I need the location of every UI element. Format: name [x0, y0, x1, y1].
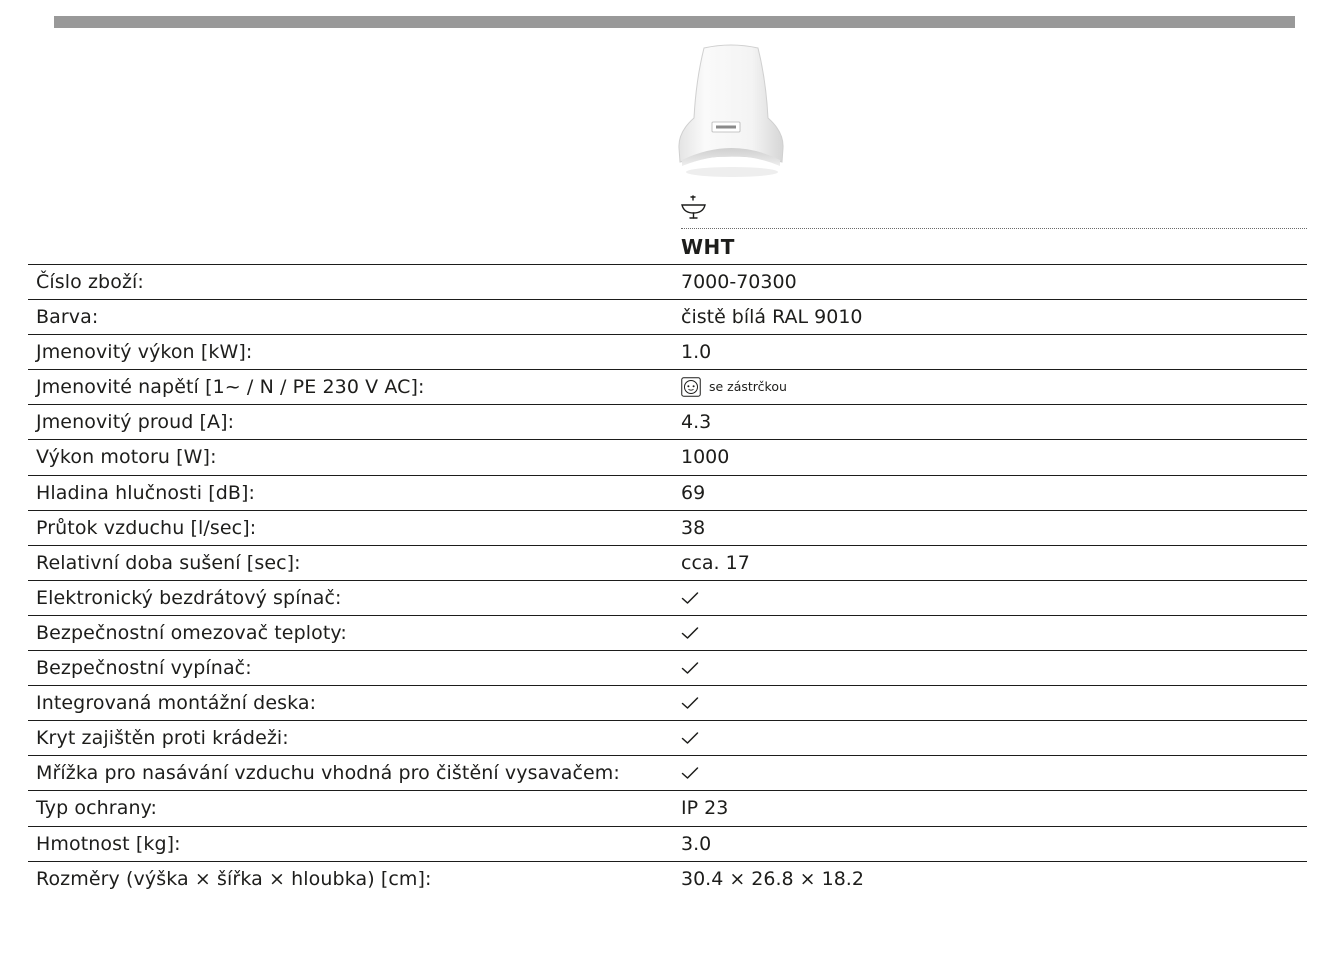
check-icon [681, 756, 699, 790]
spec-label: Hmotnost [kg]: [36, 832, 181, 855]
spec-value: cca. 17 [681, 551, 750, 574]
check-icon [681, 651, 699, 685]
spec-value: 30.4 × 26.8 × 18.2 [681, 867, 864, 890]
spec-row [28, 827, 1307, 862]
spec-label: Relativní doba sušení [sec]: [36, 551, 301, 574]
spec-table [28, 264, 1307, 896]
spec-row [28, 300, 1307, 335]
spec-value: 7000-70300 [681, 271, 797, 293]
spec-label: Bezpečnostní vypínač: [36, 657, 252, 680]
hand-dryer-image [670, 40, 792, 180]
check-icon [681, 581, 699, 615]
spec-label: Jmenovité napětí [1~ / N / PE 230 V AC]: [36, 376, 425, 399]
spec-value: IP 23 [681, 797, 729, 820]
spec-row [28, 335, 1307, 370]
spec-label: Jmenovitý výkon [kW]: [36, 341, 253, 364]
spec-row [28, 440, 1307, 475]
model-code: WHT [681, 235, 735, 259]
spec-row [28, 511, 1307, 546]
spec-row [28, 616, 1307, 651]
spec-row [28, 581, 1307, 616]
spec-label: Integrovaná montážní deska: [36, 692, 317, 715]
spec-label: Mřížka pro nasávání vzduchu vhodná pro čištění vysavačem: [36, 762, 620, 785]
spec-label: Jmenovitý proud [A]: [36, 411, 235, 434]
spec-value: 1.0 [681, 341, 712, 364]
spec-row [28, 370, 1307, 405]
spec-value: čistě bílá RAL 9010 [681, 306, 863, 329]
spec-label: Číslo zboží: [36, 271, 144, 293]
spec-row [28, 476, 1307, 511]
spec-row [28, 756, 1307, 791]
schuko-plug-icon [681, 377, 709, 397]
spec-label: Typ ochrany: [36, 797, 158, 820]
check-icon [681, 616, 699, 650]
spec-row [28, 721, 1307, 756]
check-icon [681, 686, 699, 720]
spec-label: Elektronický bezdrátový spínač: [36, 586, 342, 609]
spec-row [28, 791, 1307, 826]
spec-row [28, 862, 1307, 896]
spec-value: 69 [681, 481, 706, 504]
plug-label: se zástrčkou [709, 379, 787, 395]
spec-row [28, 265, 1307, 300]
washbasin-icon [681, 195, 707, 219]
spec-value: 4.3 [681, 411, 712, 434]
spec-value [681, 370, 787, 404]
spec-label: Výkon motoru [W]: [36, 446, 217, 469]
spec-label: Bezpečnostní omezovač teploty: [36, 621, 347, 644]
spec-label: Rozměry (výška × šířka × hloubka) [cm]: [36, 867, 432, 890]
spec-row [28, 546, 1307, 581]
spec-row [28, 651, 1307, 686]
spec-value: 3.0 [681, 832, 712, 855]
spec-value: 1000 [681, 446, 730, 469]
spec-label: Kryt zajištěn proti krádeži: [36, 727, 289, 750]
spec-row [28, 405, 1307, 440]
spec-label: Barva: [36, 306, 99, 329]
header-bar [54, 16, 1295, 28]
spec-label: Hladina hlučnosti [dB]: [36, 481, 256, 504]
spec-row [28, 686, 1307, 721]
spec-value: 38 [681, 516, 706, 539]
dotted-separator [681, 228, 1307, 229]
spec-label: Průtok vzduchu [l/sec]: [36, 516, 257, 539]
check-icon [681, 721, 699, 755]
